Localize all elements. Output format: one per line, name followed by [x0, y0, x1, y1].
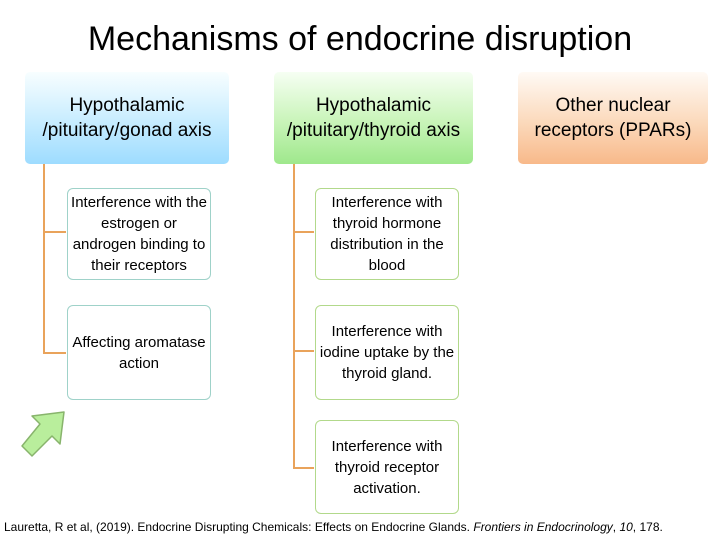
box-iodine-uptake [315, 305, 459, 400]
header-thyroid-axis: Hypothalamic /pituitary/thyroid axis [274, 72, 473, 164]
header-other-nuclear-receptors: Other nuclear receptors (PPARs) [518, 72, 708, 164]
box-text: Interference with thyroid hormone distribution in the blood [330, 194, 444, 274]
arrow-up-right-icon [18, 408, 70, 458]
header-gonad-axis: Hypothalamic /pituitary/gonad axis [25, 72, 229, 164]
page-title: Mechanisms of endocrine disruption [87, 20, 633, 58]
connector-thyroid-1 [293, 231, 314, 233]
box-text: Interference with the estrogen or androgen binding to their receptors [71, 194, 207, 274]
citation-text: Lauretta, R et al, (2019). Endocrine Disrupting Chemicals: Effects on Endocrine Glands. [4, 520, 474, 534]
box-text: Interference with thyroid receptor activation. [331, 437, 443, 497]
box-thyroid-receptor-activation [315, 420, 459, 514]
box-estrogen-androgen-binding [67, 188, 211, 280]
box-thyroid-hormone-distribution [315, 188, 459, 280]
citation-pages: , 178. [632, 520, 663, 534]
connector-thyroid-3 [293, 467, 314, 469]
connector-thyroid-2 [293, 350, 314, 352]
citation-journal: Frontiers in Endocrinology [473, 520, 613, 534]
connector-gonad-2 [43, 352, 66, 354]
citation: Lauretta, R et al, (2019). Endocrine Disrupting Chemicals: Effects on Endocrine Glands. Frontiers in Endocrinology, 10, 178. [4, 520, 663, 534]
connector-gonad-1 [43, 231, 66, 233]
box-text: Interference with iodine uptake by the thyroid gland. [319, 323, 455, 382]
box-text: Affecting aromatase action [72, 333, 206, 372]
box-aromatase-action [67, 305, 211, 400]
connector-gonad-vertical [43, 164, 45, 354]
connector-thyroid-vertical [293, 164, 295, 469]
citation-volume: 10 [619, 520, 633, 534]
